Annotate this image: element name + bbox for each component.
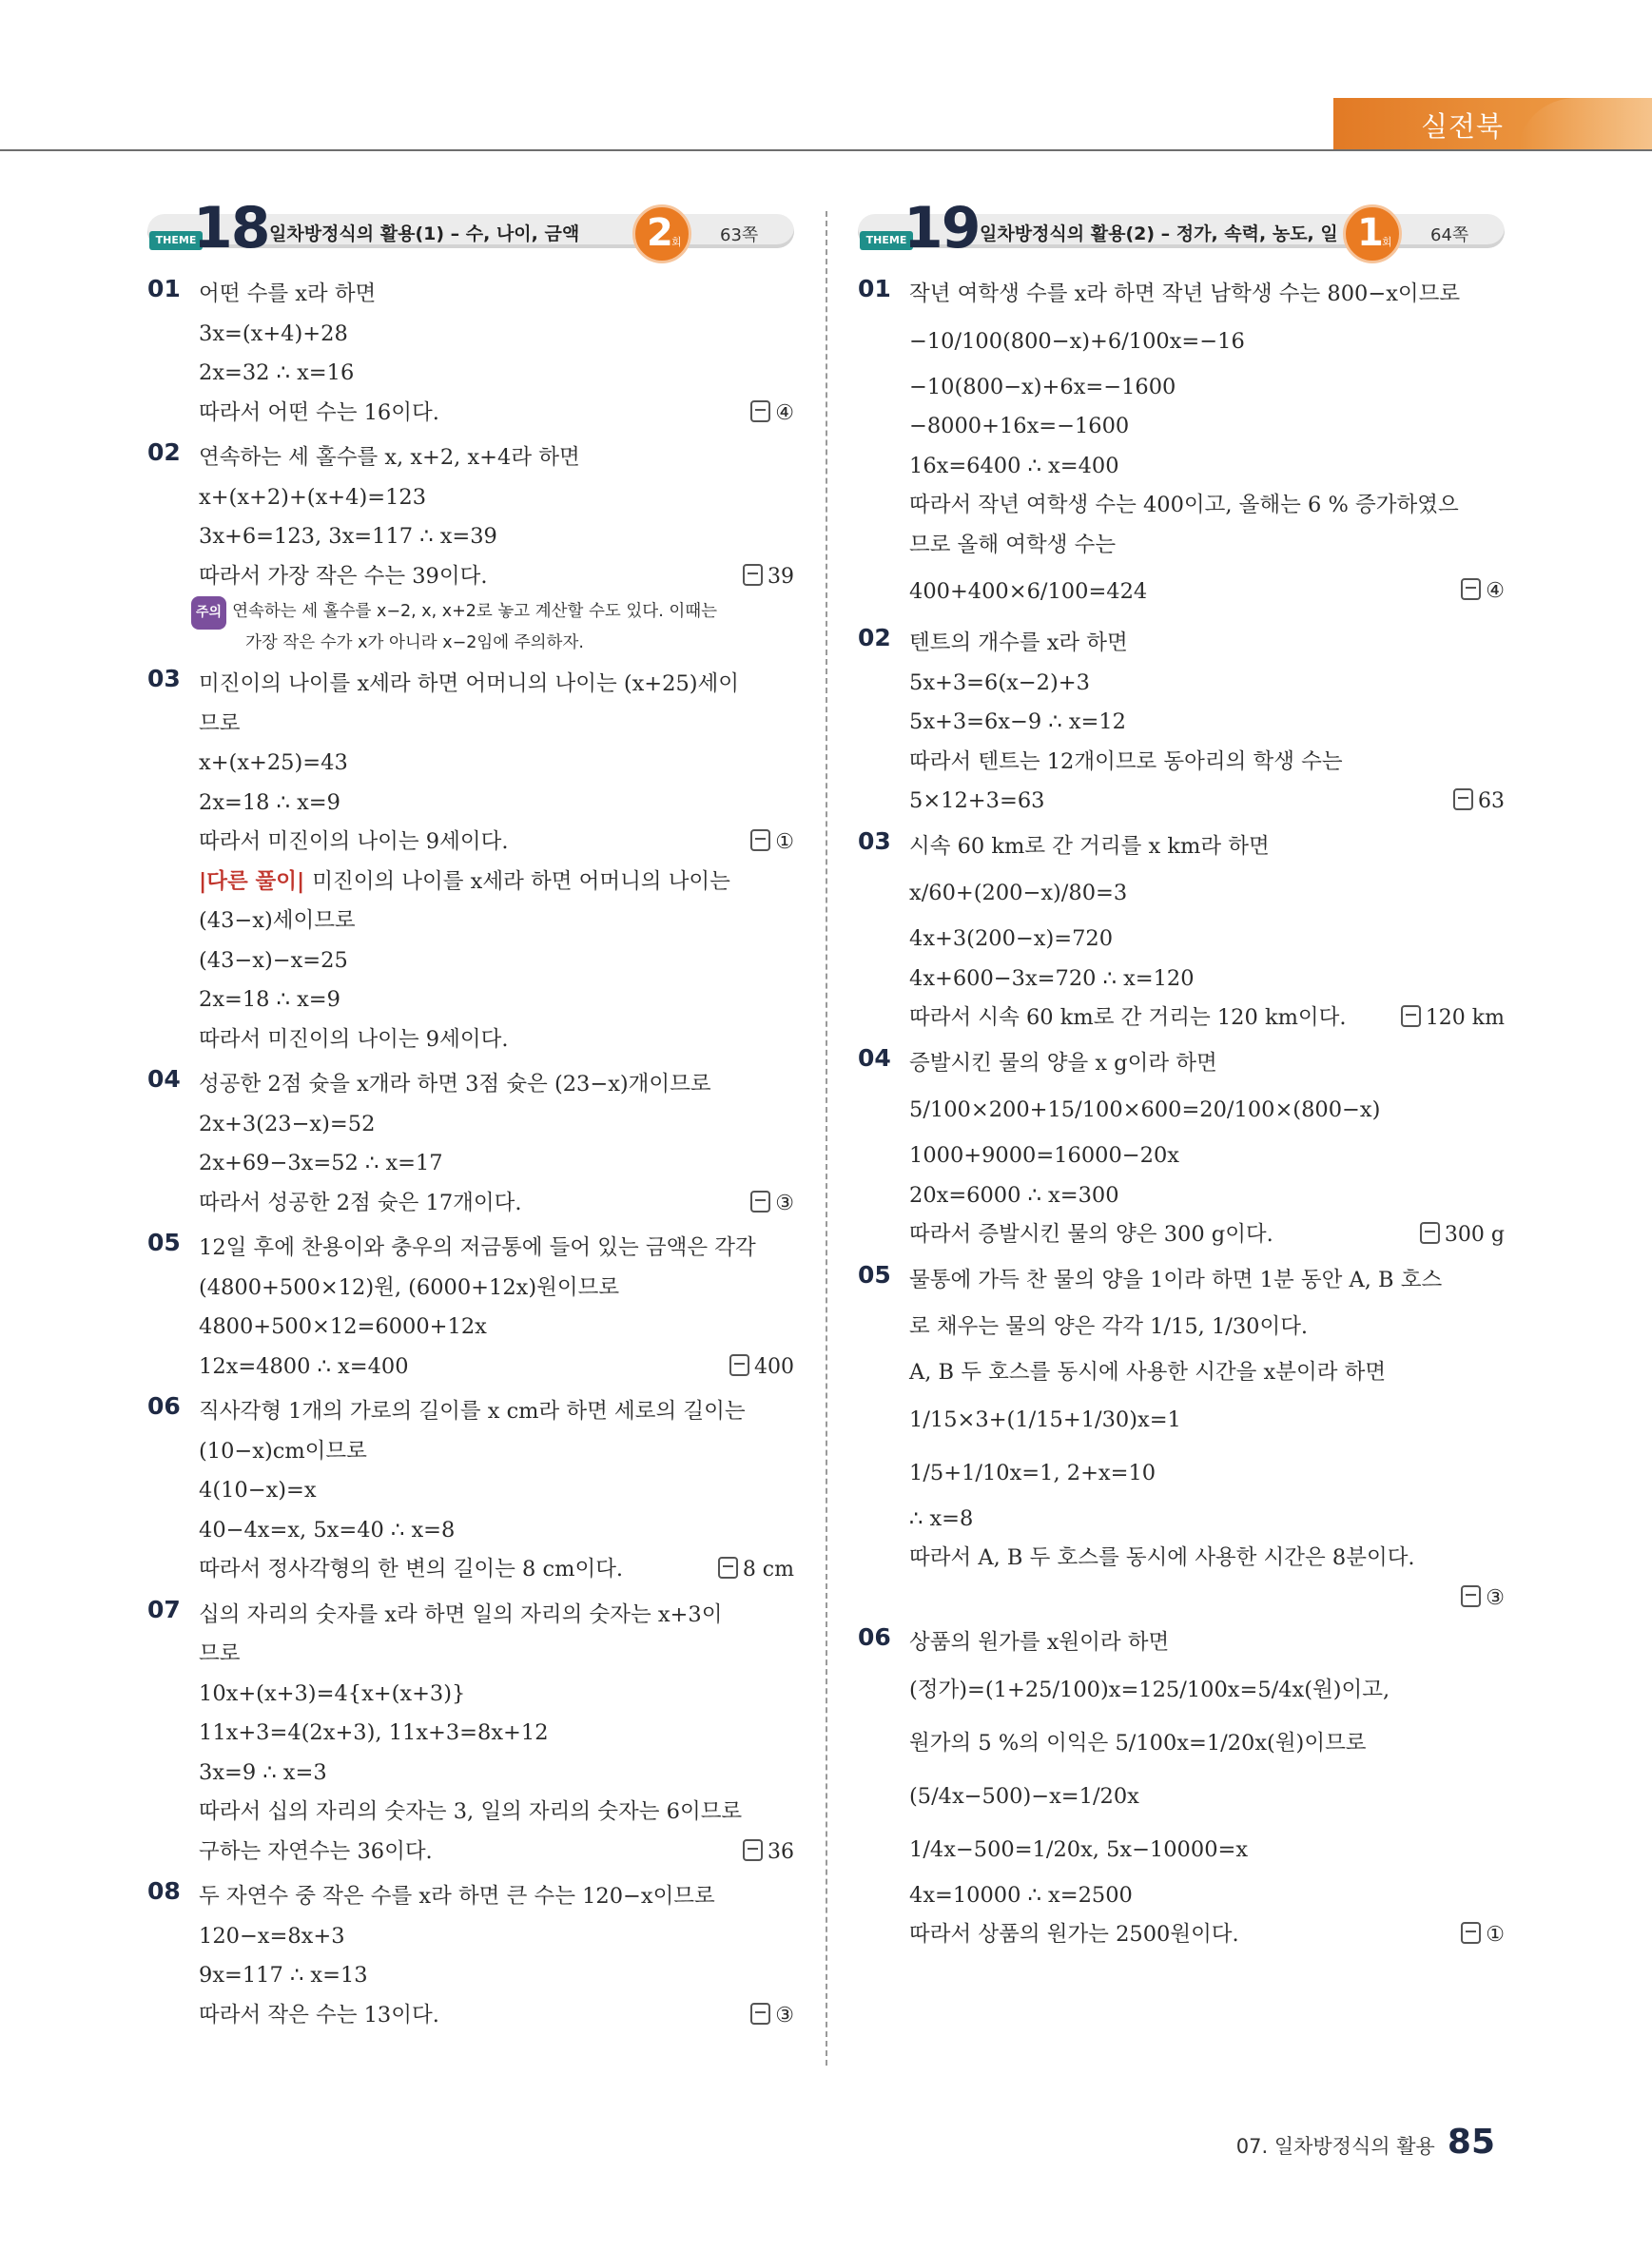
page-number: 85 xyxy=(1447,2123,1495,2162)
answer-value: ① xyxy=(775,830,794,854)
solution-line: 11x+3=4(2x+3), 11x+3=8x+12 xyxy=(199,1720,549,1745)
alt-solution-line: 2x=18 ∴ x=9 xyxy=(199,987,340,1012)
solution-line: 므로 올해 여학생 수는 xyxy=(909,532,1117,557)
problem-01 xyxy=(147,275,794,433)
solution-line: 2x+3(23−x)=52 xyxy=(199,1111,376,1136)
answer-mark xyxy=(743,1833,794,1873)
solution-line: 상품의 원가를 x원이라 하면 xyxy=(909,1630,1170,1655)
solution-line: 3x=(x+4)+28 xyxy=(199,320,348,346)
alt-solution-line: (43−x)세이므로 xyxy=(199,908,356,933)
problem-02 xyxy=(858,624,1505,822)
solution-line: 1000+9000=16000−20x xyxy=(909,1143,1179,1168)
problem-number: 07 xyxy=(147,1595,181,1623)
theme-tag: THEME xyxy=(860,231,913,250)
answer-mark xyxy=(729,1348,794,1387)
answer-line xyxy=(858,1579,1505,1619)
solution-line: 물통에 가득 찬 물의 양을 1이라 하면 1분 동안 A, B 호스 xyxy=(909,1267,1443,1292)
problem-number: 03 xyxy=(858,826,891,855)
alt-solution-line xyxy=(147,863,794,902)
problem-06 xyxy=(858,1623,1505,1955)
solution-line: 직사각형 1개의 가로의 길이를 x cm라 하면 세로의 길이는 xyxy=(199,1399,746,1424)
problem-number: 04 xyxy=(858,1043,891,1072)
solution-line: 1/4x−500=1/20x, 5x−10000=x xyxy=(909,1836,1249,1862)
theme-header xyxy=(858,195,1505,262)
solution-line: −8000+16x=−1600 xyxy=(909,414,1130,438)
answer-box-icon xyxy=(1420,1222,1440,1244)
solution-line: x+(x+25)=43 xyxy=(199,750,348,775)
theme-header xyxy=(147,195,794,262)
problem-number: 04 xyxy=(147,1065,181,1093)
answer-box-icon xyxy=(750,400,770,422)
solution-line: 성공한 2점 슛을 x개라 하면 3점 슛은 (23−x)개이므로 xyxy=(199,1072,711,1096)
solution-line: 따라서 정사각형의 한 변의 길이는 8 cm이다. 8 cm xyxy=(147,1550,794,1590)
problem-04 xyxy=(858,1044,1505,1255)
answer-mark xyxy=(743,557,794,597)
round-number: 1 xyxy=(1357,211,1384,255)
answer-value: ③ xyxy=(775,2003,794,2028)
answer-mark xyxy=(1461,1915,1505,1955)
page-footer xyxy=(1236,2123,1495,2162)
page-reference: 63쪽 xyxy=(720,225,759,245)
answer-mark xyxy=(1420,1215,1505,1255)
solution-line: 므로 xyxy=(199,710,241,736)
answer-value: 39 xyxy=(768,564,794,589)
solution-line: 4x+600−3x=720 ∴ x=120 xyxy=(909,965,1195,991)
problem-05 xyxy=(147,1229,794,1387)
solution-line: 4x+3(200−x)=720 xyxy=(909,926,1114,951)
problem-07 xyxy=(147,1596,794,1873)
note-badge: 주의 xyxy=(191,596,226,630)
problem-number: 02 xyxy=(858,624,891,651)
note-text: 가장 작은 수가 x가 아니라 x−2임에 주의하자. xyxy=(245,633,584,652)
problem-number: 05 xyxy=(147,1229,181,1256)
answer-box-icon xyxy=(1461,578,1481,600)
solution-line: 따라서 작년 여학생 수는 400이고, 올해는 6 % 증가하였으 xyxy=(909,493,1459,517)
answer-value: 63 xyxy=(1478,789,1505,813)
solution-line: 따라서 성공한 2점 슛은 17개이다. ③ xyxy=(147,1184,794,1224)
answer-box-icon xyxy=(750,829,770,851)
alt-solution-text: 미진이의 나이를 x세라 하면 어머니의 나이는 xyxy=(312,868,730,894)
solution-line: x/60+(200−x)/80=3 xyxy=(909,881,1128,905)
problem-number: 01 xyxy=(858,275,891,302)
problem-number: 01 xyxy=(147,275,181,302)
solution-line: 5×12+3=63 63 xyxy=(858,782,1505,822)
solution-line: 12x=4800 ∴ x=400 400 xyxy=(147,1348,794,1387)
solution-line: 작년 여학생 수를 x라 하면 작년 남학생 수는 800−x이므로 xyxy=(909,281,1461,306)
header-rule xyxy=(0,149,1652,151)
round-suffix: 회 xyxy=(671,236,682,248)
answer-mark xyxy=(1461,565,1505,618)
problem-number: 03 xyxy=(147,665,181,692)
solution-line: x+(x+2)+(x+4)=123 xyxy=(199,484,427,510)
solution-line: 1/15×3+(1/15+1/30)x=1 xyxy=(909,1407,1181,1432)
answer-mark xyxy=(1453,782,1505,822)
answer-mark xyxy=(750,823,794,863)
solution-line: 따라서 십의 자리의 숫자는 3, 일의 자리의 숫자는 6이므로 xyxy=(199,1799,743,1824)
problem-number: 02 xyxy=(147,438,181,466)
answer-box-icon xyxy=(1401,1005,1421,1027)
answer-mark xyxy=(718,1550,794,1590)
solution-line: 따라서 상품의 원가는 2500원이다. ① xyxy=(858,1915,1505,1955)
answer-value: ① xyxy=(1486,1923,1505,1947)
answer-value: 36 xyxy=(768,1839,794,1864)
solution-line: ∴ x=8 xyxy=(909,1505,974,1531)
solution-line: 로 채우는 물의 양은 각각 1/15, 1/30이다. xyxy=(909,1314,1309,1339)
solution-line: 40−4x=x, 5x=40 ∴ x=8 xyxy=(199,1517,456,1543)
solution-line: 따라서 A, B 두 호스를 동시에 사용한 시간은 8분이다. xyxy=(909,1545,1415,1570)
answer-mark xyxy=(750,394,794,434)
theme-number: 19 xyxy=(904,195,980,262)
round-badge xyxy=(1343,204,1402,263)
answer-box-icon xyxy=(750,2003,770,2025)
tab-label: 실전북 xyxy=(1421,110,1505,143)
round-badge xyxy=(632,204,691,263)
alt-solution-line: (43−x)−x=25 xyxy=(199,947,348,973)
theme-tag: THEME xyxy=(149,231,203,250)
theme-number: 18 xyxy=(193,195,269,262)
solution-line: A, B 두 호스를 동시에 사용한 시간을 x분이라 하면 xyxy=(909,1360,1387,1385)
solution-line: 따라서 작은 수는 13이다. ③ xyxy=(147,1996,794,2036)
solution-line: (정가)=(1+25/100)x=125/100x=5/4x(원)이고, xyxy=(909,1677,1390,1702)
alt-solution-line: 따라서 미진이의 나이는 9세이다. xyxy=(199,1026,509,1052)
note-text: 연속하는 세 홀수를 x−2, x, x+2로 놓고 계산할 수도 있다. 이때는 xyxy=(232,602,718,621)
problem-number: 08 xyxy=(147,1877,181,1905)
solution-line: (5/4x−500)−x=1/20x xyxy=(909,1783,1139,1809)
answer-box-icon xyxy=(729,1354,749,1376)
answer-value: 300 g xyxy=(1444,1223,1505,1247)
answer-box-icon xyxy=(750,1191,770,1213)
solution-line: 십의 자리의 숫자를 x라 하면 일의 자리의 숫자는 x+3이 xyxy=(199,1601,723,1627)
solution-line: 연속하는 세 홀수를 x, x+2, x+4라 하면 xyxy=(199,445,580,470)
solution-line: 9x=117 ∴ x=13 xyxy=(199,1963,368,1988)
problem-number: 06 xyxy=(858,1623,891,1651)
solution-line: 20x=6000 ∴ x=300 xyxy=(909,1182,1119,1208)
answer-value: 8 cm xyxy=(742,1558,794,1582)
answer-value: ④ xyxy=(1486,579,1505,603)
problem-number: 05 xyxy=(858,1260,891,1289)
solution-line: 구하는 자연수는 36이다. 36 xyxy=(147,1833,794,1873)
solution-line: 3x+6=123, 3x=117 ∴ x=39 xyxy=(199,524,497,549)
solution-line: (4800+500×12)원, (6000+12x)원이므로 xyxy=(199,1274,620,1300)
solution-line: 원가의 5 %의 이익은 5/100x=1/20x(원)이므로 xyxy=(909,1730,1367,1756)
alt-solution-label: |다른 풀이| xyxy=(199,868,305,894)
solution-line: 4800+500×12=6000+12x xyxy=(199,1314,487,1339)
column-divider xyxy=(826,211,827,2066)
answer-box-icon xyxy=(718,1557,738,1579)
round-suffix: 회 xyxy=(1382,236,1392,248)
solution-line: 따라서 미진이의 나이는 9세이다. ① xyxy=(147,823,794,863)
answer-mark xyxy=(1401,999,1505,1038)
page-reference: 64쪽 xyxy=(1430,225,1469,245)
answer-box-icon xyxy=(1461,1922,1481,1944)
solution-line: 미진이의 나이를 x세라 하면 어머니의 나이는 (x+25)세이 xyxy=(199,671,740,696)
answer-box-icon xyxy=(1453,788,1473,810)
solution-line: 4(10−x)=x xyxy=(199,1478,317,1503)
problem-06 xyxy=(147,1392,794,1590)
problem-03 xyxy=(147,665,794,1059)
problem-02 xyxy=(147,438,794,659)
tab-decoration xyxy=(1519,98,1652,151)
answer-value: 400 xyxy=(754,1354,794,1379)
round-number: 2 xyxy=(647,211,673,255)
solution-line: 어떤 수를 x라 하면 xyxy=(199,281,377,306)
solution-line: 2x+69−3x=52 ∴ x=17 xyxy=(199,1151,443,1175)
solution-line: 4x=10000 ∴ x=2500 xyxy=(909,1882,1133,1908)
solution-line: 120−x=8x+3 xyxy=(199,1923,345,1949)
left-column xyxy=(147,195,794,2041)
answer-value: ③ xyxy=(775,1191,794,1215)
solution-line: 두 자연수 중 작은 수를 x라 하면 큰 수는 120−x이므로 xyxy=(199,1884,715,1909)
solution-line: 따라서 증발시킨 물의 양은 300 g이다. 300 g xyxy=(858,1215,1505,1255)
theme-title: 일차방정식의 활용(1) – 수, 나이, 금액 xyxy=(269,223,580,244)
solution-line: 므로 xyxy=(199,1641,241,1666)
theme-title: 일차방정식의 활용(2) – 정가, 속력, 농도, 일 xyxy=(980,223,1338,244)
solution-line: 증발시킨 물의 양을 x g이라 하면 xyxy=(909,1050,1217,1076)
problem-08 xyxy=(147,1877,794,2035)
solution-line: 5/100×200+15/100×600=20/100×(800−x) xyxy=(909,1097,1381,1122)
problem-05 xyxy=(858,1261,1505,1619)
problem-03 xyxy=(858,827,1505,1038)
solution-line: 따라서 시속 60 km로 간 거리는 120 km이다. 120 km xyxy=(858,999,1505,1038)
solution-line: 따라서 가장 작은 수는 39이다. 39 xyxy=(147,557,794,597)
answer-value: ④ xyxy=(775,400,794,425)
solution-line: 5x+3=6x−9 ∴ x=12 xyxy=(909,709,1126,734)
solution-line: 2x=32 ∴ x=16 xyxy=(199,360,355,385)
answer-mark xyxy=(1461,1579,1505,1619)
answer-box-icon xyxy=(743,1839,763,1861)
solution-line: −10/100(800−x)+6/100x=−16 xyxy=(909,328,1245,354)
solution-line: −10(800−x)+6x=−1600 xyxy=(909,374,1176,399)
answer-value: ③ xyxy=(1486,1585,1505,1610)
solution-line: 3x=9 ∴ x=3 xyxy=(199,1759,327,1785)
solution-line: 10x+(x+3)=4{x+(x+3)} xyxy=(199,1680,466,1706)
answer-value: 120 km xyxy=(1425,1006,1505,1030)
solution-line: 따라서 텐트는 12개이므로 동아리의 학생 수는 xyxy=(909,748,1343,774)
solution-line: 400+400×6/100=424 ④ xyxy=(858,565,1505,618)
solution-line: 2x=18 ∴ x=9 xyxy=(199,789,340,815)
solution-line: 텐트의 개수를 x라 하면 xyxy=(909,631,1128,655)
answer-box-icon xyxy=(1461,1585,1481,1607)
answer-mark xyxy=(750,1184,794,1224)
solution-line: 따라서 어떤 수는 16이다. ④ xyxy=(147,394,794,434)
footer-chapter: 07. 일차방정식의 활용 xyxy=(1235,2135,1435,2158)
problem-number: 06 xyxy=(147,1392,181,1420)
solution-line: 1/5+1/10x=1, 2+x=10 xyxy=(909,1460,1156,1485)
right-column xyxy=(858,195,1505,1961)
solution-line: 시속 60 km로 간 거리를 x km라 하면 xyxy=(909,833,1270,859)
note-line xyxy=(147,596,794,628)
book-section-tab xyxy=(1333,98,1652,151)
answer-mark xyxy=(750,1996,794,2036)
solution-line: 5x+3=6(x−2)+3 xyxy=(909,669,1090,695)
solution-line: 12일 후에 찬용이와 충우의 저금통에 들어 있는 금액은 각각 xyxy=(199,1235,756,1260)
solution-line: 16x=6400 ∴ x=400 xyxy=(909,453,1119,478)
problem-01 xyxy=(858,275,1505,618)
note-line xyxy=(147,628,794,659)
solution-line: (10−x)cm이므로 xyxy=(199,1438,367,1464)
problem-04 xyxy=(147,1065,794,1223)
answer-box-icon xyxy=(743,564,763,586)
